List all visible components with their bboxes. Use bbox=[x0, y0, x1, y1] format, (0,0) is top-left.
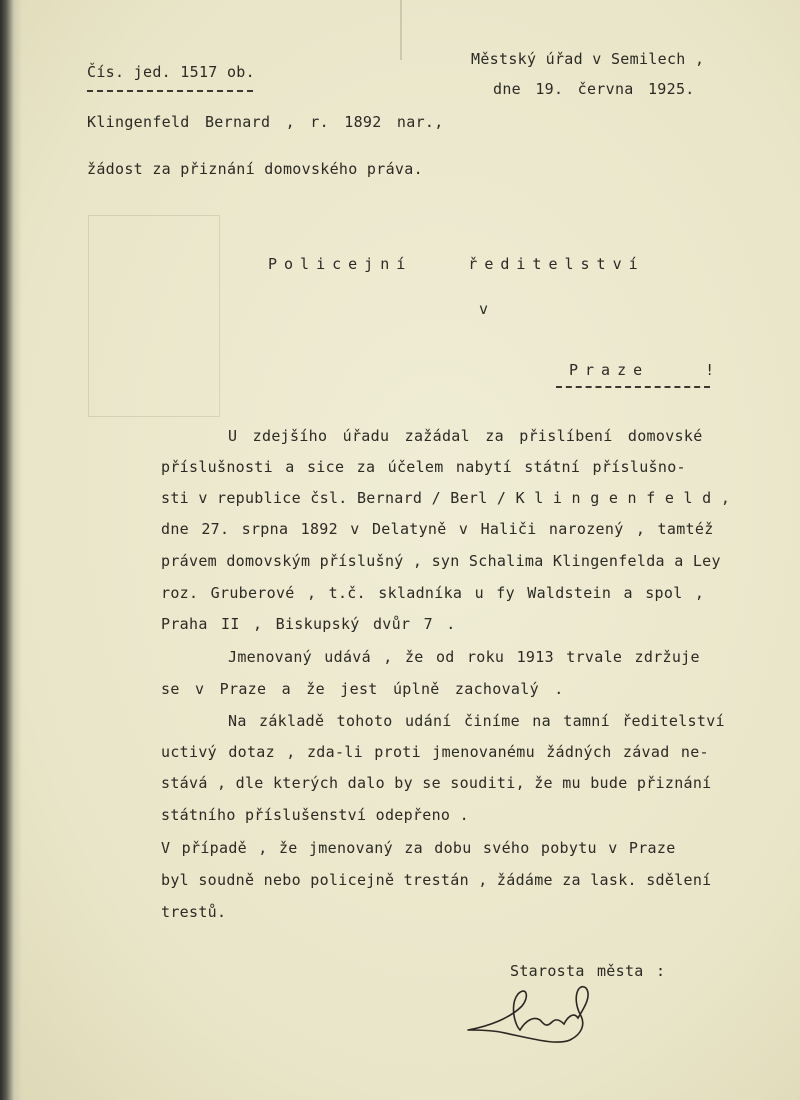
reference-number: Čís. jed. 1517 ob. bbox=[87, 63, 255, 81]
body-line: roz. Gruberové , t.č. skladníka u fy Waldstein a spol , bbox=[161, 584, 705, 602]
subject-name: Klingenfeld Bernard , r. 1892 nar., bbox=[87, 113, 444, 131]
body-line: V případě , že jmenovaný za dobu svého pobytu v Praze bbox=[161, 839, 676, 857]
body-line: sti v republice čsl. Bernard / Berl / K l i n g e n f e l d , bbox=[161, 489, 731, 507]
addressee-underline bbox=[556, 386, 710, 388]
bleed-through-stamp bbox=[88, 215, 220, 417]
body-line: právem domovským příslušný , syn Schalima Klingenfelda a Ley bbox=[161, 552, 721, 570]
addressee-line-3: Praze ! bbox=[569, 361, 722, 379]
body-line: byl soudně nebo policejně trestán , žádáme za lask. sdělení bbox=[161, 871, 712, 889]
body-line: příslušnosti a sice za účelem nabytí státní příslušno- bbox=[161, 458, 686, 476]
letter-date: dne 19. června 1925. bbox=[493, 80, 695, 98]
body-line: Na základě tohoto udání činíme na tamní ředitelství bbox=[228, 712, 725, 730]
page-edge-shadow bbox=[0, 0, 22, 1100]
signoff-label: Starosta města : bbox=[510, 962, 666, 980]
body-line: stává , dle kterých dalo by se souditi, že mu bude přiznání bbox=[161, 774, 712, 792]
body-line: uctivý dotaz , zda-li proti jmenovanému žádných závad ne- bbox=[161, 743, 709, 761]
body-line: U zdejšího úřadu zažádal za přislíbení domovské bbox=[228, 427, 703, 445]
body-line: se v Praze a že jest úplně zachovalý . bbox=[161, 680, 564, 698]
body-line: státního příslušenství odepřeno . bbox=[161, 806, 469, 824]
office-name: Městský úřad v Semilech , bbox=[471, 50, 705, 68]
addressee-line-1: Policejní ředitelství bbox=[268, 255, 645, 273]
body-line: Praha II , Biskupský dvůr 7 . bbox=[161, 615, 456, 633]
handwritten-signature-icon bbox=[460, 968, 600, 1058]
paper-fold-mark bbox=[400, 0, 402, 60]
body-line: trestů. bbox=[161, 903, 227, 921]
body-line: dne 27. srpna 1892 v Delatyně v Haliči narozený , tamtéž bbox=[161, 520, 714, 538]
addressee-line-2: v bbox=[479, 300, 489, 318]
reference-underline bbox=[87, 90, 253, 92]
body-line: Jmenovaný udává , že od roku 1913 trvale zdržuje bbox=[228, 648, 700, 666]
subject-matter: žádost za přiznání domovského práva. bbox=[87, 160, 423, 178]
